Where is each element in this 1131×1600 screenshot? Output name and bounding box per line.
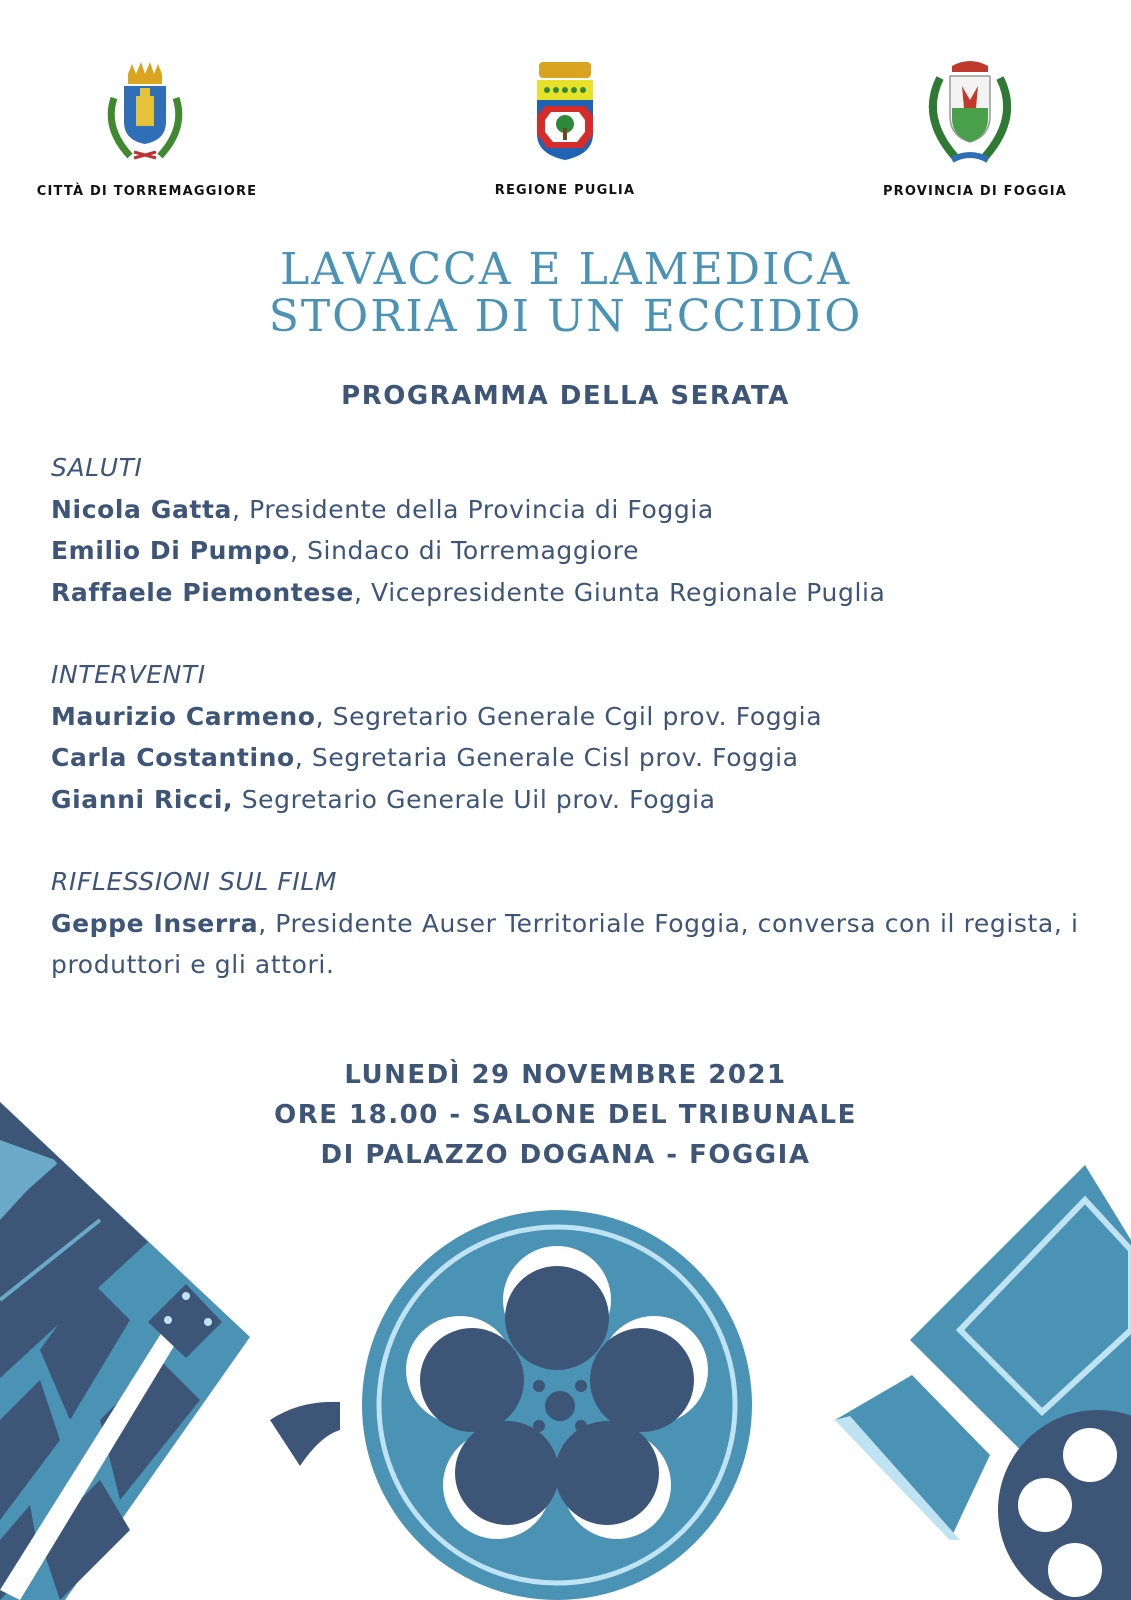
foggia-label: PROVINCIA DI FOGGIA: [882, 184, 1068, 199]
interventi-heading: INTERVENTI: [51, 660, 206, 689]
speaker-name: Nicola Gatta: [51, 494, 232, 524]
riflessioni-heading: RIFLESSIONI SUL FILM: [51, 867, 338, 896]
event-venue: DI PALAZZO DOGANA - FOGGIA: [320, 1140, 811, 1170]
film-title-line2: STORIA DI UN ECCIDIO: [268, 291, 863, 342]
torremaggiore-label: CITTÀ DI TORREMAGGIORE: [36, 184, 258, 199]
speaker-name: Maurizio Carmeno: [51, 701, 316, 731]
speaker-name: Gianni Ricci,: [51, 784, 234, 814]
speaker-role: , Segretario Generale Cgil prov. Foggia: [315, 701, 823, 731]
puglia-label: REGIONE PUGLIA: [494, 183, 636, 198]
speaker-name: Raffaele Piemontese: [51, 577, 354, 607]
clapperboard-icon: [0, 1102, 250, 1600]
speaker-role: , Sindaco di Torremaggiore: [289, 536, 640, 565]
speaker-role: , Presidente Auser Territoriale Foggia, conversa con il regista, i: [258, 908, 1079, 938]
speaker-role: , Vicepresidente Giunta Regionale Puglia: [353, 577, 886, 607]
film-reel-icon: [362, 1210, 752, 1600]
speaker-name: Emilio Di Pumpo: [51, 536, 290, 565]
film-camera-icon: [835, 1165, 1131, 1600]
event-date: LUNEDÌ 29 NOVEMBRE 2021: [344, 1060, 787, 1090]
speaker-name: Carla Costantino: [51, 743, 295, 772]
speaker-role: Segretario Generale Uil prov. Foggia: [233, 784, 716, 814]
film-strip-icon: [270, 1402, 340, 1466]
list-item-continuation: produttori e gli attori.: [51, 950, 335, 979]
speaker-name: Geppe Inserra: [51, 908, 259, 938]
event-time-place: ORE 18.00 - SALONE DEL TRIBUNALE: [274, 1100, 857, 1130]
saluti-heading: SALUTI: [51, 453, 143, 482]
film-title-line1: LAVACCA E LAMEDICA: [280, 244, 851, 295]
speaker-role: , Segretaria Generale Cisl prov. Foggia: [294, 743, 799, 772]
speaker-role: , Presidente della Provincia di Foggia: [232, 494, 714, 524]
event-info: [0, 1055, 1131, 1175]
program-heading: PROGRAMMA DELLA SERATA: [341, 381, 790, 411]
